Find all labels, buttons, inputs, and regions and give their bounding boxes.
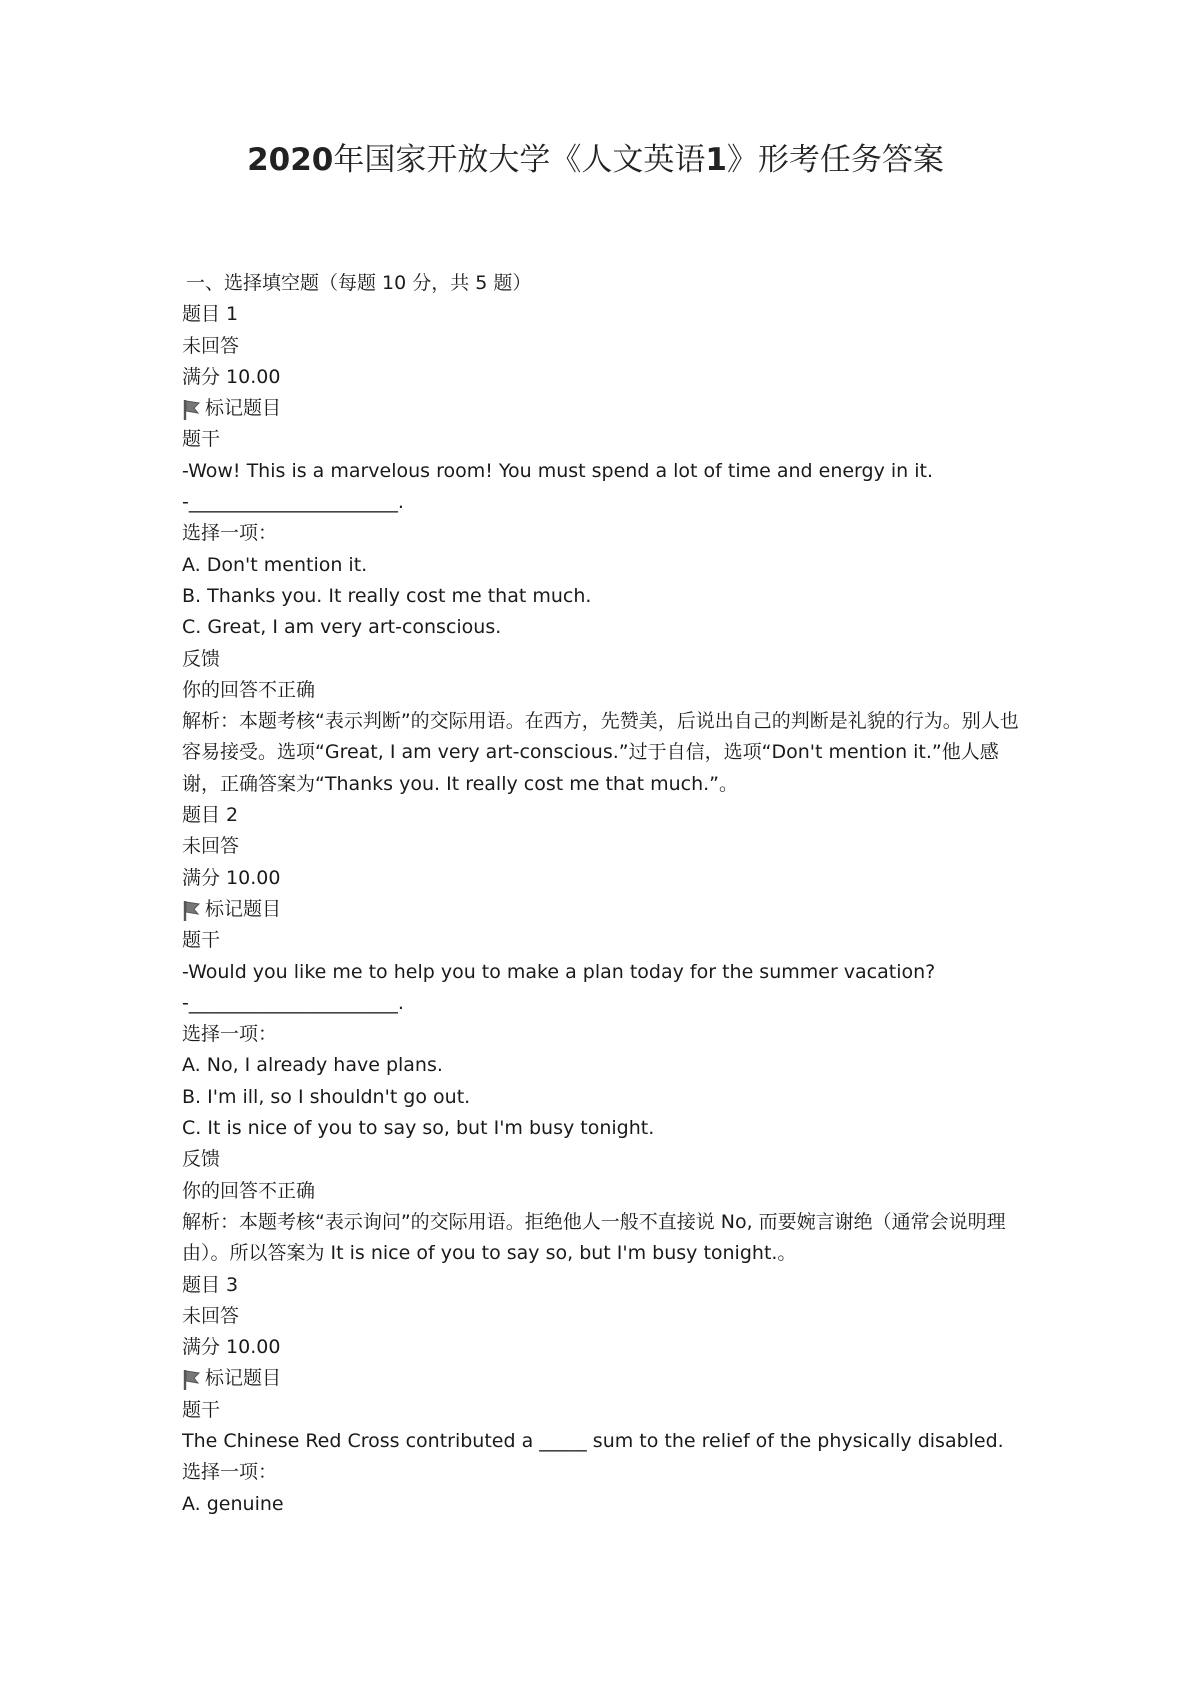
- question-label: 题目 3: [182, 1273, 239, 1296]
- incorrect-text: 你的回答不正确: [182, 678, 316, 701]
- score-text: 满分 10.00: [182, 866, 281, 889]
- status-unanswered: 未回答: [182, 1304, 240, 1327]
- option-b[interactable]: B. Thanks you. It really cost me that much.: [182, 584, 592, 607]
- stem-label: 题干: [182, 929, 221, 952]
- feedback-label: 反馈: [182, 647, 221, 670]
- document-body: [182, 268, 1032, 1520]
- flag-question-button[interactable]: [182, 894, 1032, 925]
- stem-line: -______________________.: [182, 491, 404, 514]
- flag-icon: [182, 399, 202, 421]
- page-title: [0, 140, 1191, 180]
- stem-line: -Would you like me to help you to make a plan today for the summer vacation?: [182, 960, 936, 983]
- title-year: 2020: [247, 142, 334, 178]
- stem-line: -Wow! This is a marvelous room! You must spend a lot of time and energy in it.: [182, 459, 934, 482]
- flag-icon: [182, 1369, 202, 1391]
- question-2: [182, 800, 1032, 1269]
- flag-label: 标记题目: [205, 1367, 282, 1390]
- stem-label: 题干: [182, 428, 221, 451]
- incorrect-text: 你的回答不正确: [182, 1179, 316, 1202]
- question-label: 题目 2: [182, 804, 239, 827]
- option-a[interactable]: A. Don't mention it.: [182, 553, 368, 576]
- flag-icon: [182, 900, 202, 922]
- option-b[interactable]: B. I'm ill, so I shouldn't go out.: [182, 1085, 471, 1108]
- section-heading: 一、选择填空题（每题 10 分，共 5 题）: [186, 272, 532, 294]
- question-label: 题目 1: [182, 303, 239, 326]
- feedback-label: 反馈: [182, 1148, 221, 1171]
- analysis-text: 解析：本题考核“表示询问”的交际用语。拒绝他人一般不直接说 No, 而要婉言谢绝（通常会说明理由）。所以答案为 It is nice of you to say so, but I'm busy tonight.。: [182, 1210, 1006, 1265]
- flag-label: 标记题目: [205, 897, 282, 920]
- status-unanswered: 未回答: [182, 334, 240, 357]
- choose-one-label: 选择一项：: [182, 522, 278, 545]
- option-c[interactable]: C. It is nice of you to say so, but I'm busy tonight.: [182, 1117, 655, 1140]
- flag-label: 标记题目: [205, 397, 282, 420]
- stem-label: 题干: [182, 1398, 221, 1421]
- stem-line: -______________________.: [182, 991, 404, 1014]
- option-a[interactable]: A. No, I already have plans.: [182, 1054, 443, 1077]
- title-text-2: 》形考任务答案: [726, 142, 944, 178]
- question-3: [182, 1270, 1032, 1520]
- score-text: 满分 10.00: [182, 1336, 281, 1359]
- option-c[interactable]: C. Great, I am very art-conscious.: [182, 616, 502, 639]
- stem-line: The Chinese Red Cross contributed a _____ sum to the relief of the physically disabled.: [182, 1429, 1004, 1452]
- question-1: [182, 299, 1032, 800]
- analysis-text: 解析：本题考核“表示判断”的交际用语。在西方，先赞美，后说出自己的判断是礼貌的行为。别人也容易接受。选项“Great, I am very art-conscious.”过于自信，选项“Don't mention it.”他人感谢，正确答案为“Thanks you. It really cost me that much.”。: [182, 710, 1019, 795]
- title-text-1: 年国家开放大学《人文英语: [333, 142, 706, 178]
- score-text: 满分 10.00: [182, 365, 281, 388]
- choose-one-label: 选择一项：: [182, 1023, 278, 1046]
- status-unanswered: 未回答: [182, 835, 240, 858]
- flag-question-button[interactable]: [182, 393, 1032, 424]
- option-a[interactable]: A. genuine: [182, 1492, 284, 1515]
- title-number: 1: [705, 142, 727, 178]
- choose-one-label: 选择一项：: [182, 1461, 278, 1484]
- flag-question-button[interactable]: [182, 1363, 1032, 1394]
